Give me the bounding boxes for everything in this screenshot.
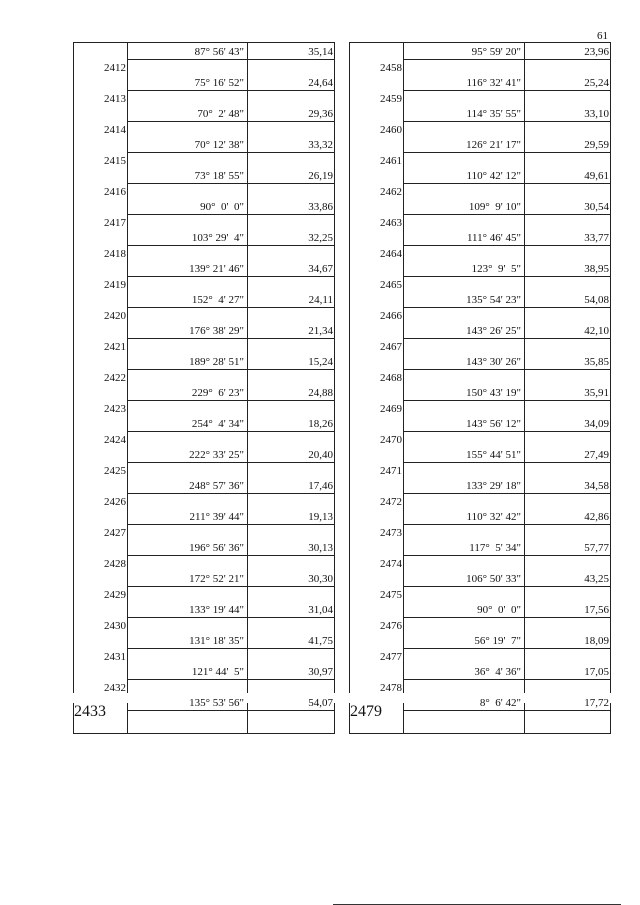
distance-cell [524,229,610,246]
angle-cell [403,601,524,618]
angle-value: 189° 28' 51" [189,356,244,368]
distance-value: 42,86 [584,511,609,523]
angle-value: 111° 46' 45" [466,232,521,244]
table-row [74,508,334,539]
distance-value: 29,59 [584,139,609,151]
distance-value: 49,61 [584,170,609,182]
distance-value: 23,96 [584,46,609,58]
table-row [350,415,610,446]
table-row [350,508,610,539]
table-row [74,570,334,601]
distance-value: 30,54 [584,201,609,213]
point-number: 2414 [104,124,126,136]
angle-value: 73° 18' 55" [194,170,244,182]
point-number: 2433 [74,703,106,720]
angle-cell [403,446,524,463]
table-row [74,384,334,415]
distance-value: 35,14 [308,46,333,58]
point-number: 2462 [380,186,402,198]
angle-value: 248° 57' 36" [189,480,244,492]
point-number: 2465 [380,279,402,291]
point-number: 2430 [104,620,126,632]
distance-value: 17,46 [308,480,333,492]
angle-value: 176° 38' 29" [189,325,244,337]
point-number: 2476 [380,620,402,632]
angle-cell [127,384,247,401]
point-number: 2412 [104,62,126,74]
column-divider [524,703,525,733]
table-row [350,229,610,260]
distance-value: 17,05 [584,666,609,678]
page-number: 61 [597,30,608,42]
distance-value: 33,77 [584,232,609,244]
distance-cell [524,260,610,277]
distance-value: 35,91 [584,387,609,399]
point-number: 2463 [380,217,402,229]
angle-value: 110° 32' 42" [466,511,521,523]
distance-value: 34,58 [584,480,609,492]
distance-value: 32,25 [308,232,333,244]
point-number: 2415 [104,155,126,167]
angle-cell [127,663,247,680]
point-number: 2425 [104,465,126,477]
point-number: 2418 [104,248,126,260]
distance-value: 33,32 [308,139,333,151]
table-row [350,353,610,384]
table-row [350,136,610,167]
angle-cell [127,74,247,91]
angle-value: 116° 32' 41" [466,77,521,89]
point-number: 2468 [380,372,402,384]
angle-value: 106° 50' 33" [466,573,521,585]
point-number: 2478 [380,682,402,694]
angle-value: 196° 56' 36" [189,542,244,554]
angle-value: 90° 0' 0" [200,201,244,213]
angle-value: 90° 0' 0" [477,604,521,616]
angle-value: 87° 56' 43" [194,46,244,58]
distance-value: 20,40 [308,449,333,461]
angle-cell [403,663,524,680]
table-row [74,663,334,694]
distance-cell [524,601,610,618]
distance-cell [524,570,610,587]
distance-cell [247,601,334,618]
angle-value: 109° 9' 10" [468,201,521,213]
point-number: 2470 [380,434,402,446]
angle-cell [403,198,524,215]
angle-cell [127,136,247,153]
table-row [350,260,610,291]
distance-value: 17,56 [584,604,609,616]
distance-cell [524,167,610,184]
distance-value: 30,30 [308,573,333,585]
point-number: 2461 [380,155,402,167]
point-number: 2467 [380,341,402,353]
table-row [350,105,610,136]
distance-cell [247,353,334,370]
distance-cell [247,198,334,215]
point-number: 2416 [104,186,126,198]
distance-value: 57,77 [584,542,609,554]
point-number: 2427 [104,527,126,539]
angle-cell [127,43,247,60]
angle-value: 135° 53' 56" [189,697,244,709]
distance-value: 24,88 [308,387,333,399]
angle-cell [403,570,524,587]
point-number: 2477 [380,651,402,663]
angle-cell [127,601,247,618]
distance-value: 27,49 [584,449,609,461]
angle-value: 75° 16' 52" [194,77,244,89]
distance-value: 30,97 [308,666,333,678]
survey-table-left [73,42,335,709]
angle-cell [403,322,524,339]
distance-value: 42,10 [584,325,609,337]
point-number: 2469 [380,403,402,415]
distance-cell [524,632,610,649]
distance-cell [247,167,334,184]
angle-value: 139° 21' 46" [189,263,244,275]
column-divider [247,703,248,733]
angle-cell [127,198,247,215]
angle-cell [403,260,524,277]
angle-value: 133° 19' 44" [189,604,244,616]
table-row [74,539,334,570]
point-number: 2432 [104,682,126,694]
angle-cell [127,229,247,246]
table-row [74,43,334,74]
table-row [74,632,334,663]
table-row [350,570,610,601]
angle-cell [403,105,524,122]
distance-cell [524,415,610,432]
distance-cell [247,539,334,556]
angle-value: 70° 12' 38" [194,139,244,151]
distance-value: 24,11 [308,294,333,306]
angle-cell [403,353,524,370]
distance-cell [524,477,610,494]
distance-cell [247,74,334,91]
distance-cell [247,632,334,649]
distance-value: 15,24 [308,356,333,368]
angle-value: 155° 44' 51" [466,449,521,461]
angle-value: 114° 35' 55" [466,108,521,120]
angle-value: 133° 29' 18" [466,480,521,492]
table-row [350,663,610,694]
table-row [350,167,610,198]
distance-value: 21,34 [308,325,333,337]
table-row [74,136,334,167]
table-row [350,43,610,74]
angle-value: 56° 19' 7" [474,635,521,647]
angle-cell [127,632,247,649]
table-row [74,446,334,477]
angle-value: 150° 43' 19" [466,387,521,399]
point-number: 2474 [380,558,402,570]
angle-value: 143° 56' 12" [466,418,521,430]
distance-cell [247,477,334,494]
distance-cell [524,384,610,401]
distance-value: 54,08 [584,294,609,306]
table-row [74,105,334,136]
distance-value: 18,26 [308,418,333,430]
point-number: 2472 [380,496,402,508]
angle-cell [403,477,524,494]
angle-cell [403,539,524,556]
angle-cell [127,446,247,463]
distance-value: 43,25 [584,573,609,585]
distance-cell [247,415,334,432]
angle-value: 8° 6' 42" [479,697,521,709]
table-row [350,74,610,105]
table-tail-left [73,703,335,734]
distance-value: 19,13 [308,511,333,523]
distance-cell [247,260,334,277]
point-number: 2475 [380,589,402,601]
table-row [74,415,334,446]
distance-value: 25,24 [584,77,609,89]
distance-cell [524,291,610,308]
column-divider [127,703,128,733]
table-row [350,446,610,477]
point-number: 2466 [380,310,402,322]
angle-cell [403,508,524,525]
point-number: 2458 [380,62,402,74]
angle-cell [403,167,524,184]
angle-value: 103° 29' 4" [191,232,244,244]
distance-cell [524,446,610,463]
angle-cell [127,570,247,587]
point-number: 2479 [350,703,382,720]
distance-cell [247,663,334,680]
distance-value: 34,67 [308,263,333,275]
point-number: 2413 [104,93,126,105]
distance-cell [247,229,334,246]
table-row [74,229,334,260]
point-number: 2471 [380,465,402,477]
distance-value: 29,36 [308,108,333,120]
angle-cell [127,508,247,525]
angle-cell [127,415,247,432]
angle-cell [127,353,247,370]
angle-value: 229° 6' 23" [191,387,244,399]
angle-value: 211° 39' 44" [189,511,244,523]
angle-cell [403,415,524,432]
table-row [74,198,334,229]
distance-value: 17,72 [584,697,609,709]
angle-value: 254° 4' 34" [191,418,244,430]
angle-cell [403,43,524,60]
distance-cell [524,105,610,122]
table-row [74,260,334,291]
table-row [74,353,334,384]
table-row [350,632,610,663]
angle-value: 143° 26' 25" [466,325,521,337]
angle-cell [127,167,247,184]
angle-value: 172° 52' 21" [189,573,244,585]
angle-value: 126° 21' 17" [466,139,521,151]
distance-cell [524,43,610,60]
table-row [350,322,610,353]
table-row [350,198,610,229]
angle-value: 123° 9' 5" [471,263,521,275]
point-number: 2459 [380,93,402,105]
table-row [350,291,610,322]
point-number: 2460 [380,124,402,136]
distance-value: 30,13 [308,542,333,554]
distance-cell [247,291,334,308]
angle-value: 152° 4' 27" [191,294,244,306]
distance-cell [247,105,334,122]
point-number: 2429 [104,589,126,601]
angle-cell [127,322,247,339]
angle-value: 143° 30' 26" [466,356,521,368]
distance-value: 33,86 [308,201,333,213]
distance-value: 41,75 [308,635,333,647]
point-number: 2419 [104,279,126,291]
angle-value: 131° 18' 35" [189,635,244,647]
point-number: 2420 [104,310,126,322]
point-number: 2464 [380,248,402,260]
distance-cell [524,663,610,680]
table-row [74,477,334,508]
angle-value: 70° 2' 48" [197,108,244,120]
distance-value: 18,09 [584,635,609,647]
angle-value: 121° 44' 5" [191,666,244,678]
survey-table-right [349,42,611,709]
angle-value: 222° 33' 25" [189,449,244,461]
table-tail-right [349,703,611,734]
table-row [350,477,610,508]
distance-cell [524,198,610,215]
point-number: 2421 [104,341,126,353]
table-row [74,322,334,353]
angle-cell [127,539,247,556]
point-number: 2431 [104,651,126,663]
angle-cell [403,229,524,246]
table-row [74,291,334,322]
distance-value: 31,04 [308,604,333,616]
angle-cell [403,74,524,91]
table-row [350,539,610,570]
angle-value: 110° 42' 12" [466,170,521,182]
point-number: 2424 [104,434,126,446]
table-row [350,384,610,415]
angle-cell [403,291,524,308]
distance-cell [247,43,334,60]
angle-value: 135° 54' 23" [466,294,521,306]
table-row [350,601,610,632]
distance-value: 35,85 [584,356,609,368]
point-number: 2422 [104,372,126,384]
distance-cell [524,322,610,339]
distance-value: 26,19 [308,170,333,182]
point-number: 2417 [104,217,126,229]
angle-cell [127,105,247,122]
angle-cell [403,136,524,153]
distance-value: 24,64 [308,77,333,89]
angle-cell [403,384,524,401]
point-number: 2473 [380,527,402,539]
distance-value: 34,09 [584,418,609,430]
table-row [74,74,334,105]
point-number: 2428 [104,558,126,570]
table-row [74,167,334,198]
angle-cell [127,260,247,277]
angle-cell [403,632,524,649]
column-divider [403,703,404,733]
point-number: 2423 [104,403,126,415]
distance-cell [247,446,334,463]
angle-cell [127,291,247,308]
distance-cell [247,508,334,525]
angle-value: 36° 4' 36" [474,666,521,678]
distance-cell [247,384,334,401]
distance-cell [247,570,334,587]
distance-cell [524,136,610,153]
distance-value: 33,10 [584,108,609,120]
point-number: 2426 [104,496,126,508]
distance-cell [524,539,610,556]
distance-value: 54,07 [308,697,333,709]
table-row [74,601,334,632]
angle-value: 117° 5' 34" [469,542,521,554]
distance-cell [524,74,610,91]
distance-cell [247,322,334,339]
distance-cell [524,508,610,525]
angle-value: 95° 59' 20" [471,46,521,58]
angle-cell [127,477,247,494]
distance-cell [524,353,610,370]
distance-cell [247,136,334,153]
distance-value: 38,95 [584,263,609,275]
